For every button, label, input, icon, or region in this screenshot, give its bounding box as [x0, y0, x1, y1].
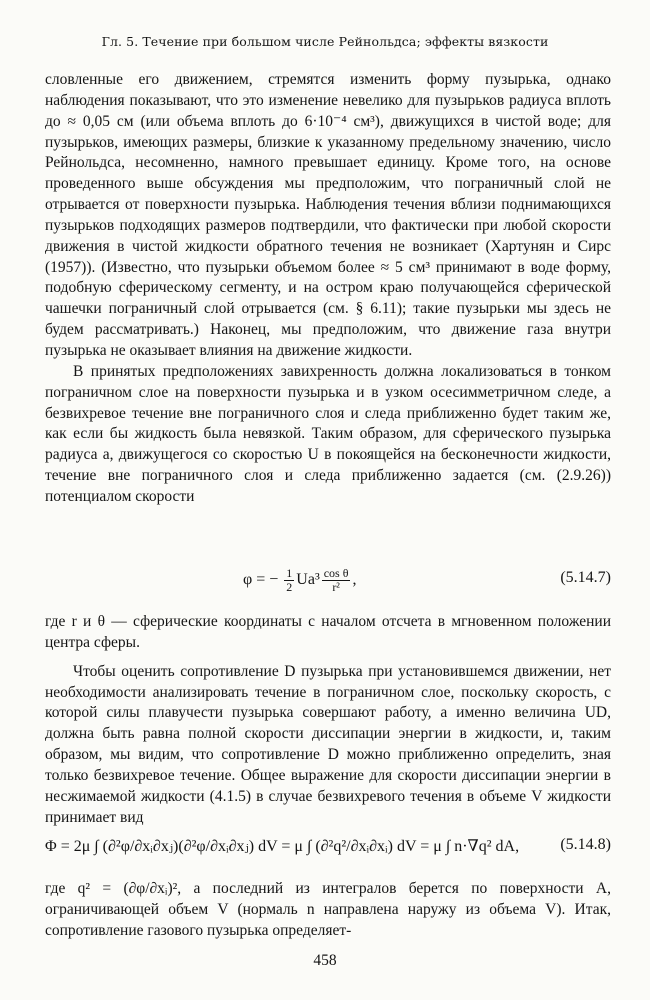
- equation-5-14-8-expression: Φ = 2μ ∫ (∂²φ/∂xᵢ∂xⱼ)(∂²φ/∂xᵢ∂xⱼ) dV = μ ∫ (∂²q²/∂xᵢ∂xᵢ) dV = μ ∫ n·∇q² dA,: [45, 838, 520, 855]
- text-block-2: [45, 612, 611, 828]
- paragraph-3: где r и θ — сферические координаты с началом отсчета в мгновенном положении центра сферы.: [45, 613, 611, 651]
- paragraph-2: В принятых предположениях завихренность должна локализоваться в тонком пограничном слое на поверхности пузырька и в узком осесимметричном следе, а безвихревое течение вне пограничного слоя и следа приближенно будет таким же, как если бы жидкость была невязкой. Таким образом, для сферического пузырька радиуса a, движущегося со скоростью U в покоящейся на бесконечности жидкости, течение вне пограничного слоя и следа приближенно задается (см. (2.9.26)) потенциалом скорости: [45, 362, 611, 505]
- equation-5-14-7-expression: φ = − $\frac{1}{2}$ Ua³ $\frac{\text{cos θ}}{\text{r²}}$ ,: [243, 566, 357, 594]
- equation-number: (5.14.8): [560, 836, 611, 853]
- text-block-3: [45, 879, 611, 942]
- running-header: Гл. 5. Течение при большом числе Рейнольдса; эффекты вязкости: [101, 34, 549, 49]
- equation-5-14-7: [45, 567, 611, 601]
- equation-5-14-8: [45, 832, 611, 872]
- page-number: 458: [313, 952, 337, 969]
- equation-number: (5.14.7): [560, 569, 611, 586]
- paragraph-1: словленные его движением, стремятся изменить форму пузырька, однако наблюдения показывают, что это изменение невелико для пузырьков радиуса вплоть до ≈ 0,05 см (или объема вплоть до 6·10⁻⁴ см³), движущихся в чистой воде; для пузырьков, имеющих размеры, близкие к указанному предельному значению, число Рейнольдса, несомненно, намного превышает единицу. Кроме того, на основе проведенного выше обсуждения мы предположим, что пограничный слой не отрывается от поверхности пузырька. Наблюдения течения вблизи поднимающихся пузырьков подходящих размеров подтвердили, что фактически при любой скорости движения в чистой жидкости обратного течения не возникает (Хартунян и Сирс (1957)). (Известно, что пузырьки объемом более ≈ 5 см³ принимают в воде форму, подобную сферическому сегменту, и на остром краю получающейся сферической чашечки пограничный слой отрывается (см. § 6.11); такие пузырьки мы здесь не будем рассматривать.) Наконец, мы предположим, что движение газа внутри пузырька не оказывает влияния на движение жидкости.: [45, 71, 611, 359]
- paragraph-5: где q² = (∂φ/∂xᵢ)², а последний из интегралов берется по поверхности A, ограничивающей объем V (нормаль n направлена наружу из объема V). Итак, сопротивление газового пузырька определяет-: [45, 880, 611, 939]
- text-block-1: [45, 70, 611, 508]
- paragraph-4: Чтобы оценить сопротивление D пузырька при установившемся движении, нет необходимости анализировать течение в пограничном слое, поскольку скорость, с которой силы плавучести пузырька совершают работу, а именно величина UD, должна быть равна полной скорости диссипации энергии в жидкости, и, таким образом, мы видим, что сопротивление D можно приближенно определить, зная только безвихревое течение. Общее выражение для скорости диссипации энергии в несжимаемой жидкости (4.1.5) в случае безвихревого течения в объеме V жидкости принимает вид: [45, 662, 611, 826]
